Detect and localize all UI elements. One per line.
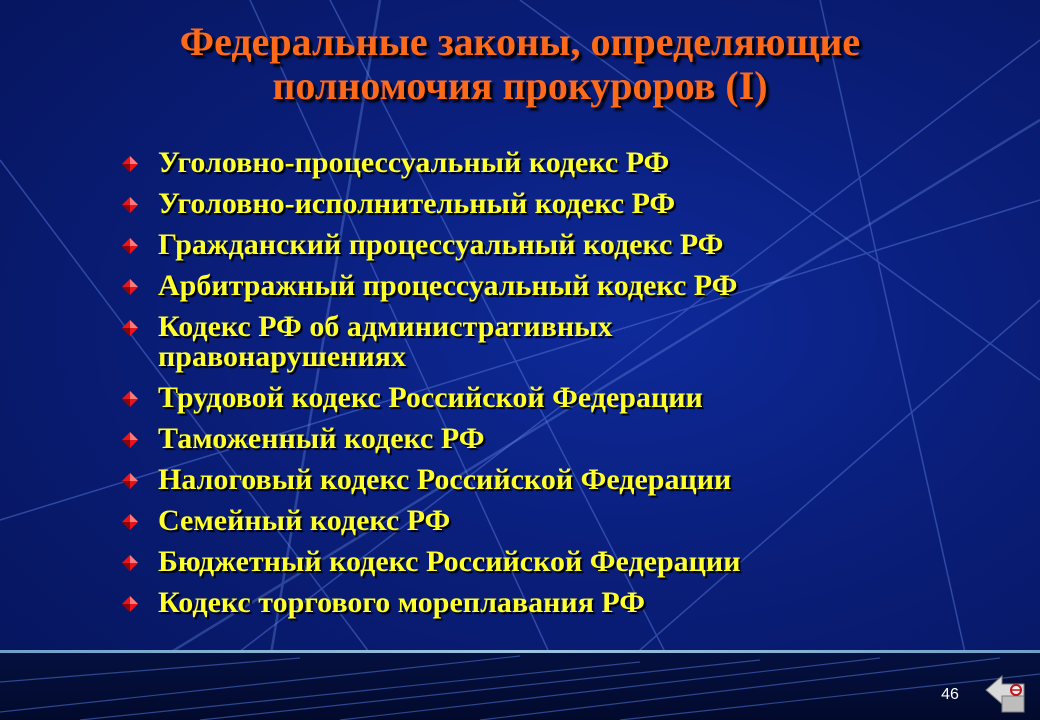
list-item-text: Трудовой кодекс Российской Федерации: [158, 381, 703, 414]
footer-decoration: [0, 652, 1040, 720]
red-diamond-bullet-icon: [122, 279, 138, 295]
list-item: [122, 230, 1002, 260]
red-diamond-bullet-icon: [122, 320, 138, 336]
list-item-text: Гражданский процессуальный кодекс РФ: [158, 228, 724, 261]
list-item-text: Бюджетный кодекс Российской Федерации: [158, 545, 741, 578]
slide-title: [0, 20, 1040, 108]
list-item: [122, 383, 1002, 413]
law-list: [122, 148, 1002, 629]
list-item-text: Арбитражный процессуальный кодекс РФ: [158, 269, 738, 302]
list-item-text: Уголовно-процессуальный кодекс РФ: [158, 146, 670, 179]
list-item: [122, 312, 778, 372]
list-item: [122, 189, 1002, 219]
list-item-text: Налоговый кодекс Российской Федерации: [158, 463, 732, 496]
red-diamond-bullet-icon: [122, 156, 138, 172]
red-diamond-bullet-icon: [122, 514, 138, 530]
list-item: [122, 547, 1002, 577]
red-diamond-bullet-icon: [122, 432, 138, 448]
list-item-text: Семейный кодекс РФ: [158, 504, 451, 537]
slide-title-line-2: полномочия прокуроров (I): [272, 63, 768, 108]
red-diamond-bullet-icon: [122, 197, 138, 213]
list-item: [122, 465, 1002, 495]
list-item: [122, 271, 1002, 301]
red-diamond-bullet-icon: [122, 473, 138, 489]
list-item-text: Таможенный кодекс РФ: [158, 422, 485, 455]
return-arrow-icon[interactable]: [984, 668, 1038, 718]
list-item: [122, 148, 1002, 178]
red-diamond-bullet-icon: [122, 391, 138, 407]
slide-title-line-1: Федеральные законы, определяющие: [179, 19, 861, 64]
list-item-text: Кодекс торгового мореплавания РФ: [158, 586, 646, 619]
list-item: [122, 588, 1002, 618]
list-item: [122, 506, 1002, 536]
list-item-text: Кодекс РФ об административных правонарушениях: [158, 310, 613, 373]
red-diamond-bullet-icon: [122, 555, 138, 571]
red-diamond-bullet-icon: [122, 238, 138, 254]
list-item: [122, 424, 1002, 454]
red-diamond-bullet-icon: [122, 596, 138, 612]
list-item-text: Уголовно-исполнительный кодекс РФ: [158, 187, 676, 220]
page-number: 46: [941, 686, 959, 703]
